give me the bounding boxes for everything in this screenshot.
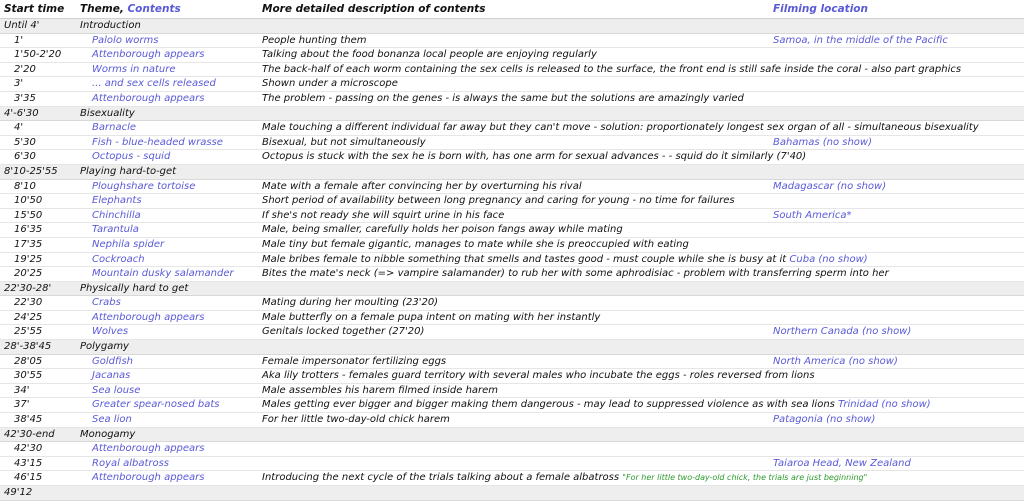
start-time-cell: Until 4' [4,20,40,31]
location-cell: Northern Canada (no show) [773,326,912,338]
description-cell [262,369,815,383]
description-cell [262,471,868,485]
header-description: More detailed description of contents [262,3,486,15]
start-time-cell: 19'25 [14,253,43,265]
start-time-cell: 42'30-end [4,428,55,440]
description-text: For her little two-day-old chick harem [262,414,450,426]
location-cell: Patagonia (no show) [773,414,876,426]
description-text: Shown under a microscope [262,78,398,90]
content-cell: Chinchilla [92,209,141,221]
description-text: The problem - passing on the genes - is always the same but the solutions are amazingly varied [262,92,744,104]
description-cell [262,194,772,208]
description-cell [262,209,772,223]
description-cell [262,413,772,427]
description-cell [262,77,772,91]
table-row [0,267,1024,282]
content-cell: Tarantula [92,224,139,236]
table-row [0,136,1024,151]
content-cell: Barnacle [92,122,136,134]
start-time-cell: 30'55 [14,370,43,382]
content-cell: Worms in nature [92,63,176,75]
table-row [0,223,1024,238]
description-cell [262,48,772,62]
table-row [0,48,1024,63]
quote-text: "For her little two-day-old chick, the trials are just beginning" [622,473,868,483]
description-text: Introducing the next cycle of the trials talking about a female albatross [262,472,620,484]
start-time-cell: 28'-38'45 [4,341,52,353]
table-row [0,77,1024,92]
start-time-cell: 3' [14,78,24,90]
description-text: Male tiny but female gigantic, manages to mate while she is preoccupied with eating [262,238,689,250]
start-time-cell: 25'55 [14,326,43,338]
description-text: Males getting ever bigger and bigger making them dangerous - may lead to suppressed violence as with sea lions [262,399,835,411]
description-text: The back-half of each worm containing the sex cells is released to the surface, the front end is still safe inside the coral - also part graphics [262,63,962,75]
start-time-cell: 5'30 [14,136,36,148]
section-row [0,340,1024,355]
table-row [0,311,1024,326]
description-text: Talking about the food bonanza local people are enjoying regularly [262,49,597,61]
start-time-cell: 15'50 [14,209,43,221]
description-text: Female impersonator fertilizing eggs [262,355,447,367]
start-time-cell: 24'25 [14,311,43,323]
table-row [0,442,1024,457]
description-cell [262,136,772,150]
table-row [0,457,1024,472]
description-cell [262,180,772,194]
content-cell: Crabs [92,297,121,309]
description-cell [262,384,772,398]
start-time-cell: 16'35 [14,224,43,236]
description-cell [262,34,772,48]
start-time-cell: 8'10-25'55 [4,165,58,177]
table-row [0,34,1024,49]
content-cell: Nephila spider [92,238,165,250]
content-cell: Royal albatross [92,457,170,469]
description-cell [262,296,772,310]
table-row [0,413,1024,428]
start-time-cell: 22'30-28' [4,282,52,294]
start-time-cell: 3'35 [14,92,36,104]
content-cell: ... and sex cells released [92,78,216,90]
section-theme-cell: Introduction [80,20,141,31]
table-row [0,253,1024,268]
description-cell [262,267,889,281]
section-row [0,165,1024,180]
description-cell [262,325,772,339]
table-row [0,355,1024,370]
description-cell [262,238,772,252]
table-row [0,121,1024,136]
start-time-cell: 10'50 [14,195,43,207]
section-theme-cell: Polygamy [80,341,129,353]
start-time-cell: 46'15 [14,472,43,484]
header-theme-label: Theme, [80,3,124,15]
description-text: Genitals locked together (27'20) [262,326,425,338]
table-row [0,180,1024,195]
location-cell: South America* [773,209,852,221]
section-row [0,282,1024,297]
section-row [0,107,1024,122]
description-text: Male bribes female to nibble something that smells and tastes good - must couple while she is busy at it [262,253,787,265]
location-cell: Bahamas (no show) [773,136,872,148]
start-time-cell: 22'30 [14,297,43,309]
start-time-cell: 4'-6'30 [4,107,39,119]
description-cell [262,253,868,267]
location-cell: Samoa, in the middle of the Pacific [773,34,948,46]
content-cell: Jacanas [92,370,131,382]
content-cell: Sea lion [92,414,132,426]
section-theme-cell: Bisexuality [80,107,135,119]
section-theme-cell: Playing hard-to-get [80,165,177,177]
content-cell: Elephants [92,195,142,207]
header-contents-label: Contents [127,3,181,15]
start-time-cell: 42'30 [14,443,43,455]
section-theme-cell: Monogamy [80,428,136,440]
content-cell: Wolves [92,326,129,338]
description-cell [262,121,979,135]
content-cell: Mountain dusky salamander [92,268,234,280]
table-row [0,325,1024,340]
start-time-cell: 43'15 [14,457,43,469]
start-time-cell: 6'30 [14,151,36,163]
table-row [0,384,1024,399]
start-time-cell: 49'12 [4,487,33,498]
section-row [0,486,1024,501]
description-cell [262,355,772,369]
description-cell [262,150,807,164]
table-header [0,0,1024,19]
start-time-cell: 17'35 [14,238,43,250]
content-cell: Palolo worms [92,34,159,46]
table-row [0,369,1024,384]
description-text: Octopus is stuck with the sex he is born with, has one arm for sexual advances - - squid do it similarly (7'40) [262,151,807,163]
description-text: Male, being smaller, carefully holds her poison fangs away while mating [262,224,623,236]
table-row [0,296,1024,311]
content-cell: Ploughshare tortoise [92,180,196,192]
section-theme-cell: Physically hard to get [80,282,189,294]
description-text: Mating during her moulting (23'20) [262,297,439,309]
table-body [0,19,1024,501]
description-text: Aka lily trotters - females guard territory with several males who incubate the eggs - roles reversed from lions [262,370,815,382]
table-row [0,92,1024,107]
content-cell: Goldfish [92,355,134,367]
description-cell [262,63,962,77]
inline-location: Trinidad (no show) [838,399,931,411]
inline-location: Cuba (no show) [789,253,868,265]
header-theme [80,0,255,19]
start-time-cell: 1'50-2'20 [14,49,62,61]
start-time-cell: 37' [14,399,30,411]
table-row [0,398,1024,413]
description-text: Male butterfly on a female pupa intent on mating with her instantly [262,311,601,323]
table-row [0,63,1024,78]
description-text: If she's not ready she will squirt urine in his face [262,209,505,221]
header-location: Filming location [773,3,868,15]
start-time-cell: 2'20 [14,63,36,75]
content-cell: Fish - blue-headed wrasse [92,136,223,148]
description-text: Male assembles his harem filmed inside harem [262,384,499,396]
description-text: Male touching a different individual far away but they can't move - solution: proportionately longest sex organ of all - simultaneous bisexuality [262,122,979,134]
content-cell: Attenborough appears [92,49,205,61]
section-row [0,19,1024,34]
table-row [0,209,1024,224]
start-time-cell: 38'45 [14,414,43,426]
description-text: Bites the mate's neck (=> vampire salamander) to rub her with some aphrodisiac - problem with transferring sperm into her [262,268,889,280]
content-cell: Greater spear-nosed bats [92,399,220,411]
description-text: Short period of availability between long pregnancy and caring for young - no time for failures [262,195,735,207]
location-cell: Taiaroa Head, New Zealand [773,457,911,469]
table-row [0,194,1024,209]
description-text: People hunting them [262,34,367,46]
start-time-cell: 34' [14,384,30,396]
description-cell [262,223,772,237]
content-cell: Attenborough appears [92,472,205,484]
description-cell [262,398,931,412]
location-cell: North America (no show) [773,355,898,367]
table-row [0,238,1024,253]
start-time-cell: 1' [14,34,24,46]
content-cell: Octopus - squid [92,151,171,163]
content-cell: Attenborough appears [92,311,205,323]
header-start-time: Start time [4,3,65,15]
content-cell: Attenborough appears [92,92,205,104]
content-cell: Attenborough appears [92,443,205,455]
start-time-cell: 8'10 [14,180,36,192]
content-cell: Sea louse [92,384,141,396]
section-row [0,428,1024,443]
description-cell [262,311,772,325]
start-time-cell: 4' [14,122,24,134]
table-row [0,150,1024,165]
start-time-cell: 28'05 [14,355,43,367]
start-time-cell: 20'25 [14,268,43,280]
description-text: Bisexual, but not simultaneously [262,136,426,148]
location-cell: Madagascar (no show) [773,180,887,192]
table-row [0,471,1024,486]
description-text: Mate with a female after convincing her by overturning his rival [262,180,582,192]
description-cell [262,92,772,106]
content-cell: Cockroach [92,253,145,265]
